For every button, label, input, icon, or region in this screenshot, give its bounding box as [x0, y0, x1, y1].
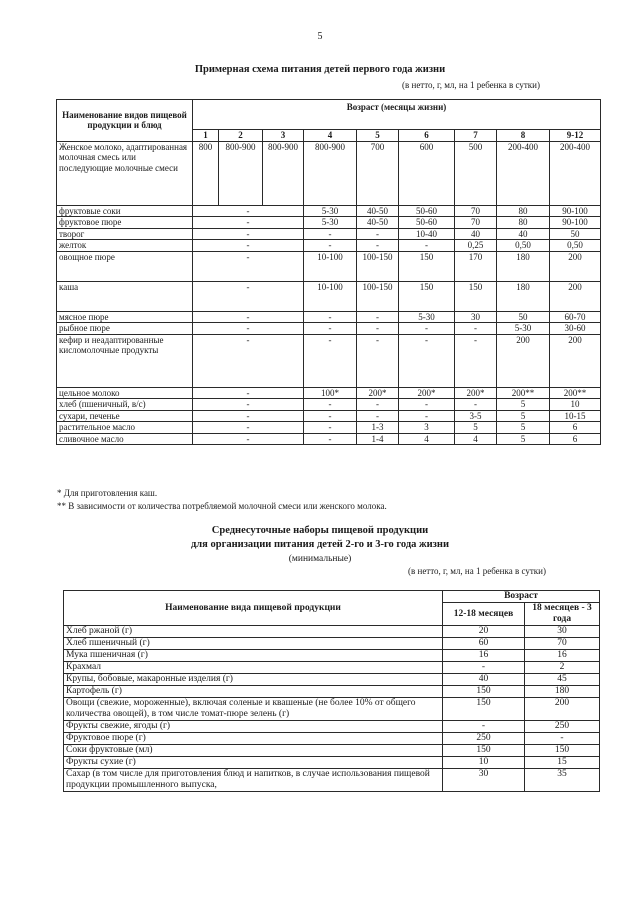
- value-cell: 40: [497, 228, 550, 240]
- value-cell: 90-100: [550, 205, 601, 217]
- value-cell: -: [193, 410, 304, 422]
- table-row: [57, 387, 601, 399]
- value-cell: 90-100: [550, 217, 601, 229]
- table-row: [57, 323, 601, 335]
- value-cell: 10-100: [304, 281, 357, 311]
- value-12-18-cell: 16: [443, 650, 525, 662]
- value-18-36-cell: 15: [525, 757, 600, 769]
- product-name-cell: овощное пюре: [57, 251, 193, 281]
- food-name-cell: Соки фруктовые (мл): [64, 745, 443, 757]
- daily-food-sets-table: [63, 590, 600, 792]
- feeding-scheme-table: [56, 99, 601, 445]
- value-cell: 70: [455, 205, 497, 217]
- value-cell: -: [304, 323, 357, 335]
- value-cell: -: [193, 323, 304, 335]
- value-cell: 5: [497, 399, 550, 411]
- value-18-36-cell: -: [525, 733, 600, 745]
- value-cell: 800-900: [263, 141, 304, 205]
- food-name-cell: Крахмал: [64, 662, 443, 674]
- product-name-cell: творог: [57, 228, 193, 240]
- value-cell: -: [357, 334, 399, 387]
- value-cell: -: [193, 311, 304, 323]
- value-cell: 800-900: [304, 141, 357, 205]
- footnote-2: ** В зависимости от количества потребляемой молочной смеси или женского молока.: [57, 501, 387, 511]
- table-row: [64, 662, 600, 674]
- food-name-cell: Фрукты свежие, ягоды (г): [64, 721, 443, 733]
- product-name-cell: кефир и неадаптированные кисломолочные продукты: [57, 334, 193, 387]
- value-cell: 0,50: [550, 240, 601, 252]
- product-name-cell: фруктовое пюре: [57, 217, 193, 229]
- value-cell: 5: [497, 433, 550, 445]
- value-cell: 200: [550, 251, 601, 281]
- table-row: [64, 733, 600, 745]
- value-cell: -: [193, 399, 304, 411]
- value-cell: 150: [399, 281, 455, 311]
- value-cell: -: [193, 251, 304, 281]
- section2-units: (в нетто, г, мл, на 1 ребенка в сутки): [408, 566, 546, 576]
- value-cell: 100-150: [357, 281, 399, 311]
- value-cell: 100-150: [357, 251, 399, 281]
- table-row: [64, 650, 600, 662]
- table-row: [57, 205, 601, 217]
- value-cell: 3-5: [455, 410, 497, 422]
- header-month: 3: [263, 130, 304, 142]
- value-cell: -: [304, 311, 357, 323]
- value-cell: -: [304, 410, 357, 422]
- table-row: [64, 757, 600, 769]
- value-cell: 200*: [357, 387, 399, 399]
- table-row: [64, 745, 600, 757]
- table-row: [57, 433, 601, 445]
- header-month: 5: [357, 130, 399, 142]
- food-name-cell: Хлеб ржаной (г): [64, 626, 443, 638]
- value-12-18-cell: 40: [443, 674, 525, 686]
- value-18-36-cell: 200: [525, 698, 600, 721]
- food-name-cell: Мука пшеничная (г): [64, 650, 443, 662]
- value-cell: -: [304, 422, 357, 434]
- product-name-cell: мясное пюре: [57, 311, 193, 323]
- value-12-18-cell: 60: [443, 638, 525, 650]
- value-cell: -: [193, 205, 304, 217]
- value-cell: 30-60: [550, 323, 601, 335]
- table-row: [57, 281, 601, 311]
- product-name-cell: фруктовые соки: [57, 205, 193, 217]
- value-cell: 5: [497, 410, 550, 422]
- value-cell: 40-50: [357, 205, 399, 217]
- value-cell: 10-100: [304, 251, 357, 281]
- value-cell: 200: [550, 334, 601, 387]
- value-cell: -: [304, 240, 357, 252]
- value-cell: -: [357, 228, 399, 240]
- table-row: [64, 686, 600, 698]
- value-cell: 40: [455, 228, 497, 240]
- table-row: [57, 217, 601, 229]
- value-12-18-cell: 20: [443, 626, 525, 638]
- product-name-cell: рыбное пюре: [57, 323, 193, 335]
- food-name-cell: Фрукты сухие (г): [64, 757, 443, 769]
- value-cell: 500: [455, 141, 497, 205]
- value-cell: 40-50: [357, 217, 399, 229]
- value-18-36-cell: 2: [525, 662, 600, 674]
- table-row: [57, 422, 601, 434]
- value-cell: -: [193, 422, 304, 434]
- header-month: 6: [399, 130, 455, 142]
- product-name-cell: цельное молоко: [57, 387, 193, 399]
- value-cell: 80: [497, 217, 550, 229]
- value-cell: -: [399, 334, 455, 387]
- value-cell: -: [399, 323, 455, 335]
- value-cell: 200*: [399, 387, 455, 399]
- value-cell: 200**: [550, 387, 601, 399]
- food-name-cell: Крупы, бобовые, макаронные изделия (г): [64, 674, 443, 686]
- value-cell: 800: [193, 141, 219, 205]
- value-cell: 10-15: [550, 410, 601, 422]
- table-row: [64, 769, 600, 792]
- product-name-cell: сливочное масло: [57, 433, 193, 445]
- value-cell: 180: [497, 251, 550, 281]
- value-cell: -: [193, 240, 304, 252]
- table-row: [57, 334, 601, 387]
- food-name-cell: Картофель (г): [64, 686, 443, 698]
- product-name-cell: растительное масло: [57, 422, 193, 434]
- header-food-name: Наименование вида пищевой продукции: [64, 591, 443, 626]
- value-cell: -: [455, 334, 497, 387]
- value-cell: 200*: [455, 387, 497, 399]
- table-row: [57, 399, 601, 411]
- table-row: [64, 638, 600, 650]
- header-age-12-18: 12-18 месяцев: [443, 603, 525, 626]
- value-cell: 50-60: [399, 205, 455, 217]
- value-cell: -: [304, 399, 357, 411]
- value-12-18-cell: 30: [443, 769, 525, 792]
- header-month: 4: [304, 130, 357, 142]
- food-name-cell: Овощи (свежие, мороженные), включая соленые и квашеные (не более 10% от общего количества овощей), в том числе томат-пюре зелень (г): [64, 698, 443, 721]
- value-cell: 3: [399, 422, 455, 434]
- header-month: 2: [219, 130, 263, 142]
- product-name-cell: каша: [57, 281, 193, 311]
- table-row: [57, 240, 601, 252]
- value-cell: 5-30: [399, 311, 455, 323]
- value-cell: -: [357, 399, 399, 411]
- value-cell: 170: [455, 251, 497, 281]
- value-cell: -: [357, 323, 399, 335]
- value-12-18-cell: -: [443, 662, 525, 674]
- value-cell: 150: [399, 251, 455, 281]
- header-month: 8: [497, 130, 550, 142]
- value-18-36-cell: 150: [525, 745, 600, 757]
- value-cell: -: [357, 311, 399, 323]
- table-row: [64, 698, 600, 721]
- header-month: 9-12: [550, 130, 601, 142]
- header-age-18-36: 18 месяцев - 3 года: [525, 603, 600, 626]
- value-12-18-cell: 150: [443, 686, 525, 698]
- value-12-18-cell: 150: [443, 698, 525, 721]
- value-12-18-cell: -: [443, 721, 525, 733]
- value-cell: 100*: [304, 387, 357, 399]
- value-cell: -: [193, 387, 304, 399]
- value-18-36-cell: 35: [525, 769, 600, 792]
- value-18-36-cell: 180: [525, 686, 600, 698]
- value-cell: 50: [550, 228, 601, 240]
- value-cell: 5-30: [304, 217, 357, 229]
- value-cell: 5: [497, 422, 550, 434]
- table-row: [57, 251, 601, 281]
- section2-title-line1: Среднесуточные наборы пищевой продукции: [211, 525, 429, 536]
- value-cell: 200-400: [497, 141, 550, 205]
- page-number: 5: [317, 31, 323, 42]
- table-row: [64, 721, 600, 733]
- value-cell: 700: [357, 141, 399, 205]
- header-month: 1: [193, 130, 219, 142]
- product-name-cell: желток: [57, 240, 193, 252]
- value-cell: 70: [455, 217, 497, 229]
- table-row: [57, 141, 601, 205]
- table-row: [57, 410, 601, 422]
- header-age: Возраст: [443, 591, 600, 603]
- value-cell: 50-60: [399, 217, 455, 229]
- value-cell: 10-40: [399, 228, 455, 240]
- value-cell: 180: [497, 281, 550, 311]
- table-row: [57, 311, 601, 323]
- value-18-36-cell: 250: [525, 721, 600, 733]
- header-product-name: Наименование видов пищевой продукции и блюд: [57, 100, 193, 142]
- product-name-cell: хлеб (пшеничный, в/с): [57, 399, 193, 411]
- value-cell: -: [357, 240, 399, 252]
- section1-units: (в нетто, г, мл, на 1 ребенка в сутки): [402, 80, 540, 90]
- value-cell: 6: [550, 422, 601, 434]
- value-cell: -: [455, 399, 497, 411]
- value-cell: 80: [497, 205, 550, 217]
- section2-title-line2: для организации питания детей 2-го и 3-го года жизни: [190, 539, 450, 550]
- value-cell: -: [193, 433, 304, 445]
- value-cell: 4: [399, 433, 455, 445]
- value-cell: -: [399, 399, 455, 411]
- value-12-18-cell: 250: [443, 733, 525, 745]
- value-cell: 5-30: [304, 205, 357, 217]
- value-cell: 10: [550, 399, 601, 411]
- footnote-1: * Для приготовления каш.: [57, 488, 158, 498]
- value-cell: 6: [550, 433, 601, 445]
- food-name-cell: Хлеб пшеничный (г): [64, 638, 443, 650]
- food-name-cell: Фруктовое пюре (г): [64, 733, 443, 745]
- header-age-months: Возраст (месяцы жизни): [193, 100, 601, 130]
- value-cell: -: [304, 228, 357, 240]
- value-12-18-cell: 150: [443, 745, 525, 757]
- value-cell: -: [304, 433, 357, 445]
- table-row: [64, 674, 600, 686]
- value-cell: 150: [455, 281, 497, 311]
- section1-title: Примерная схема питания детей первого года жизни: [194, 64, 446, 75]
- value-cell: 200**: [497, 387, 550, 399]
- value-cell: 60-70: [550, 311, 601, 323]
- value-cell: 200: [497, 334, 550, 387]
- value-cell: 800-900: [219, 141, 263, 205]
- value-cell: 50: [497, 311, 550, 323]
- table-row: [64, 626, 600, 638]
- product-name-cell: сухари, печенье: [57, 410, 193, 422]
- value-cell: 1-4: [357, 433, 399, 445]
- value-cell: 200: [550, 281, 601, 311]
- value-cell: 1-3: [357, 422, 399, 434]
- value-cell: 0,50: [497, 240, 550, 252]
- value-cell: 600: [399, 141, 455, 205]
- value-cell: 5: [455, 422, 497, 434]
- value-cell: 5-30: [497, 323, 550, 335]
- table-row: [57, 228, 601, 240]
- value-cell: -: [193, 334, 304, 387]
- value-cell: -: [399, 410, 455, 422]
- food-name-cell: Сахар (в том числе для приготовления блюд и напитков, в случае использования пищевой продукции промышленного выпуска,: [64, 769, 443, 792]
- product-name-cell: Женское молоко, адаптированная молочная смесь или последующие молочные смеси: [57, 141, 193, 205]
- value-cell: -: [304, 334, 357, 387]
- value-12-18-cell: 10: [443, 757, 525, 769]
- value-cell: 200-400: [550, 141, 601, 205]
- section2-subtitle: (минимальные): [288, 554, 352, 564]
- value-18-36-cell: 70: [525, 638, 600, 650]
- value-18-36-cell: 45: [525, 674, 600, 686]
- value-cell: -: [357, 410, 399, 422]
- value-cell: 0,25: [455, 240, 497, 252]
- value-cell: -: [399, 240, 455, 252]
- value-18-36-cell: 16: [525, 650, 600, 662]
- value-18-36-cell: 30: [525, 626, 600, 638]
- header-month: 7: [455, 130, 497, 142]
- value-cell: -: [193, 281, 304, 311]
- value-cell: -: [455, 323, 497, 335]
- value-cell: 30: [455, 311, 497, 323]
- value-cell: -: [193, 228, 304, 240]
- value-cell: -: [193, 217, 304, 229]
- value-cell: 4: [455, 433, 497, 445]
